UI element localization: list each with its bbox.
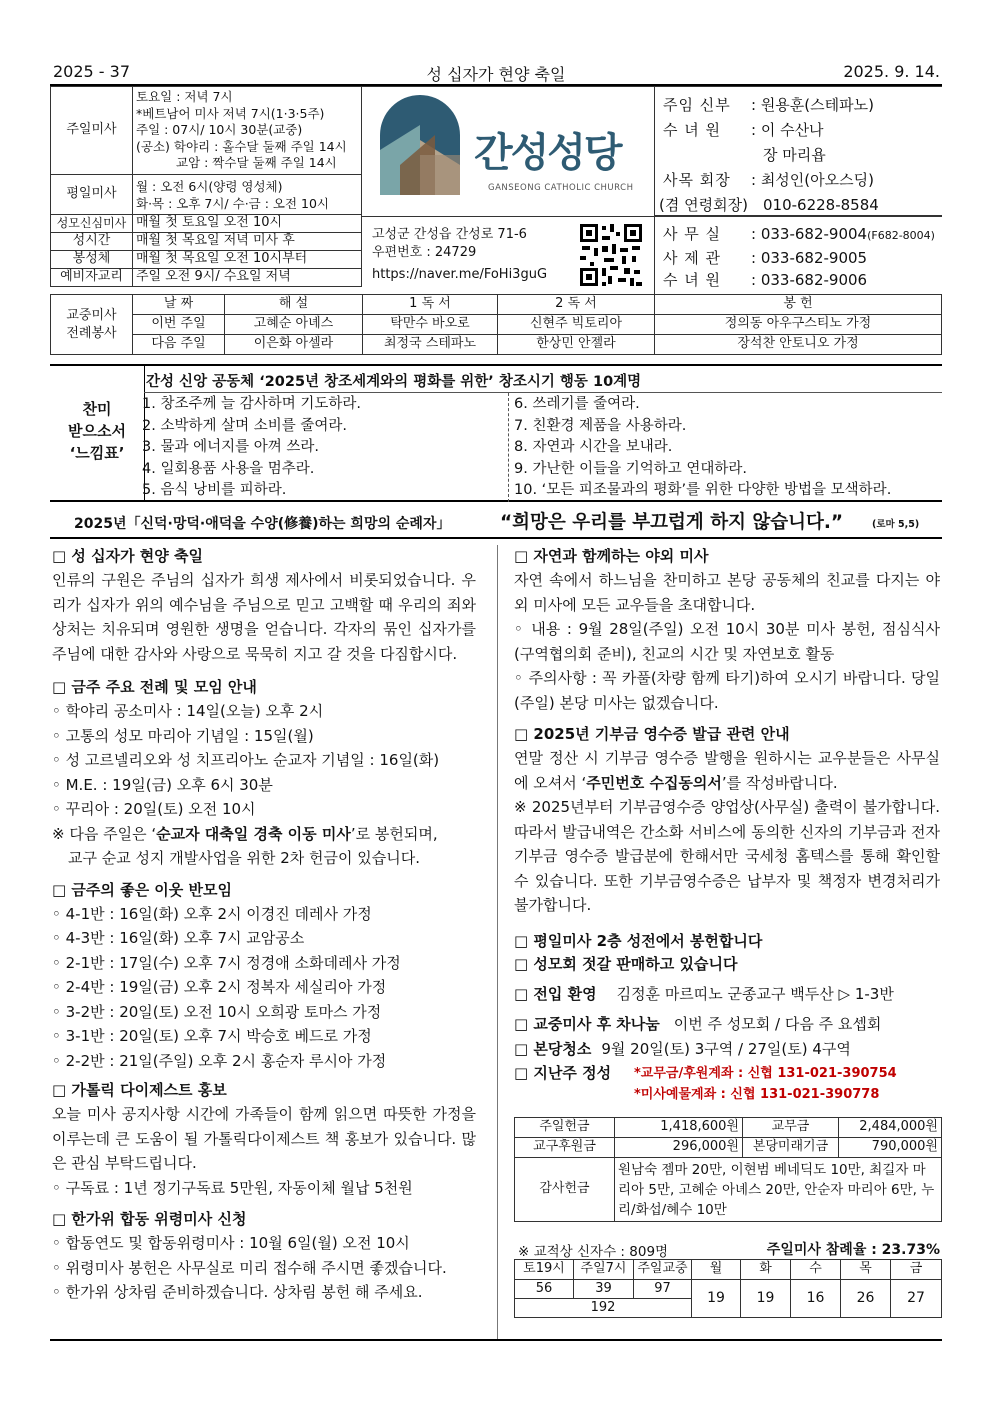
attendance-header: 수 bbox=[791, 1260, 841, 1280]
issue-date: 2025. 9. 14. bbox=[843, 62, 940, 81]
weekday-line: 화·목 : 오후 7시/ 수·금 : 오전 10시 bbox=[136, 195, 330, 211]
list-item: ◦ 꾸리아 : 20일(토) 오전 10시 bbox=[52, 800, 256, 818]
account-info: *미사예물계좌 : 신협 131-021-390778 bbox=[634, 1087, 880, 1102]
offering-value: 296,000원 bbox=[615, 1138, 743, 1158]
schedule-row-value: 매월 첫 토요일 오전 10시 bbox=[133, 215, 362, 233]
schedule-row-label: 성시간 bbox=[51, 233, 133, 251]
attendance-value: 19 bbox=[692, 1280, 741, 1318]
list-item: ◦ 한가위 상차림 준비하겠습니다. 상차림 봉헌 해 주세요. bbox=[52, 1283, 423, 1301]
attendance-header: 금 bbox=[891, 1260, 942, 1280]
weekday-line: 월 : 오전 6시(양령 영성체) bbox=[136, 178, 283, 194]
commandments-right: 6. 쓰레기를 줄여라. 7. 친환경 제품을 사용하라. 8. 자연과 시간을 보내라. 9. 가난한 이들을 기억하고 연대하라. 10. ‘모든 피조물과의 평화’를 위한 다양한 방법을 모색하라. bbox=[514, 396, 892, 498]
motto bbox=[50, 508, 942, 536]
right-column bbox=[514, 545, 940, 1105]
list-item: ◦ 2-4반 : 19일(금) 오후 2시 정복자 세실리아 가정 bbox=[52, 978, 387, 996]
address-box bbox=[362, 216, 654, 294]
liturgy-header: 해 설 bbox=[225, 295, 363, 315]
section-text: ◦ 주의사항 : 꼭 카풀(차량 함께 타기)하여 오시기 바랍니다. 당일(주일) 본당 미사는 없겠습니다. bbox=[514, 669, 940, 712]
schedule-table bbox=[50, 86, 362, 287]
attendance-value: 26 bbox=[841, 1280, 891, 1318]
motto-quote: “희망은 우리를 부끄럽게 하지 않습니다.” bbox=[500, 512, 844, 533]
attendance-header: 화 bbox=[741, 1260, 791, 1280]
staff-row: 수 녀 원 : 이 수산나 bbox=[663, 121, 824, 139]
address-line: 고성군 간성읍 간성로 71-6 bbox=[372, 227, 527, 242]
church-logo-icon bbox=[380, 95, 460, 195]
list-item: ◦ M.E. : 19일(금) 오후 6시 30분 bbox=[52, 775, 273, 794]
offering-label: 주일헌금 bbox=[515, 1118, 615, 1138]
section-title: □ 금주 주요 전례 및 모임 안내 bbox=[52, 678, 257, 696]
attendance-header: 토19시 bbox=[515, 1260, 574, 1280]
liturgy-cell: 탁만수 바오로 bbox=[363, 315, 498, 335]
liturgy-header: 2 독 서 bbox=[498, 295, 655, 315]
liturgy-cell: 한상민 안젤라 bbox=[498, 335, 655, 355]
motto-ref: (로마 5,5) bbox=[872, 519, 920, 530]
section-text: 연말 정산 시 기부금 영수증 발행을 원하시는 교우분들은 사무실에 오셔서 ‘주민번호 수집동의서’를 작성바랍니다. bbox=[514, 749, 940, 792]
section-text: 자연 속에서 하느님을 찬미하고 본당 공동체의 친교를 다지는 야외 미사에 모든 교우들을 초대합니다. bbox=[514, 571, 940, 614]
sunday-line: (공소) 학야리 : 홀수달 둘째 주일 14시 bbox=[136, 138, 347, 154]
schedule-row-value: 주일 오전 9시/ 수요일 저녁 bbox=[133, 269, 362, 287]
commandments-title: 간성 신앙 공동체 ‘2025년 창조세계와의 평화를 위한’ 창조시기 행동 10계명 bbox=[146, 374, 642, 390]
motto-text: 2025년「신덕·망덕·애덕을 수양(修養)하는 희망의 순례자」 bbox=[74, 516, 451, 532]
offering-value: 2,484,000원 bbox=[839, 1118, 942, 1138]
attendance-value: 16 bbox=[791, 1280, 841, 1318]
commandments-left: 1. 창조주께 늘 감사하며 기도하라. 2. 소박하게 살며 소비를 줄여라. 3. 물과 에너지를 아껴 쓰라. 4. 일회용품 사용을 멈추라. 5. 음식 낭비를 피하라. bbox=[142, 396, 361, 498]
offering-table bbox=[514, 1117, 942, 1222]
account-info: *교무금/후원계좌 : 신협 131-021-390754 bbox=[634, 1066, 897, 1081]
section-title: □ 한가위 합동 위령미사 신청 bbox=[52, 1210, 247, 1228]
liturgy-header: 봉 헌 bbox=[655, 295, 942, 315]
staff-row: 장 마리욥 bbox=[763, 146, 826, 164]
weekday-label: 평일미사 bbox=[51, 175, 133, 215]
section-text: ※ 2025년부터 기부금영수증 양업상(사무실) 출력이 불가합니다. 따라서 발급내역은 간소화 서비스에 동의한 신자의 기부금과 전자기부금 영수증 발급분에 한해서만 국세청 홈텍스를 통해 확인할 수 있습니다. 또한 기부금영수증은 납부자 및 책정자 변경처리가 불가합니다. bbox=[514, 798, 940, 914]
attendance-value: 97 bbox=[634, 1280, 692, 1299]
logo-subtitle: GANSEONG CATHOLIC CHURCH bbox=[488, 183, 634, 193]
liturgy-header: 날 짜 bbox=[133, 295, 225, 315]
liturgy-cell: 이번 주일 bbox=[133, 315, 225, 335]
attendance-value: 27 bbox=[891, 1280, 942, 1318]
schedule-row-value: 매월 첫 목요일 오전 10시부터 bbox=[133, 251, 362, 269]
liturgy-label: 교중미사 전례봉사 bbox=[51, 295, 133, 355]
notice: □ 본당청소 9월 20일(토) 3구역 / 27일(토) 4구역 bbox=[514, 1039, 851, 1058]
sunday-line: 토요일 : 저녁 7시 bbox=[136, 89, 233, 105]
section-text: 오늘 미사 공지사항 시간에 가족들이 함께 읽으면 따뜻한 가정을 이루는데 큰 도움이 될 가톨릭다이제스트 책 홍보가 있습니다. 많은 관심 부탁드립니다. bbox=[52, 1105, 476, 1172]
list-item: ◦ 성 고르넬리오와 성 치프리아노 순교자 기념일 : 16일(화) bbox=[52, 751, 440, 769]
logo-name: 간성성당 bbox=[474, 130, 621, 176]
attendance-header: 월 bbox=[692, 1260, 741, 1280]
left-column bbox=[52, 545, 476, 1305]
schedule-row-label: 봉성체 bbox=[51, 251, 133, 269]
liturgy-header: 1 독 서 bbox=[363, 295, 498, 315]
notice: □ 교중미사 후 차나눔 이번 주 성모회 / 다음 주 요셉회 bbox=[514, 1015, 882, 1033]
liturgy-cell: 고혜순 아녜스 bbox=[225, 315, 363, 335]
contact-row: 사 제 관 : 033-682-9005 bbox=[663, 249, 868, 267]
liturgy-cell: 신현주 빅토리아 bbox=[498, 315, 655, 335]
section-title: □ 성 십자가 현양 축일 bbox=[52, 547, 203, 565]
schedule-row-value: 매월 첫 목요일 저녁 미사 후 bbox=[133, 233, 362, 251]
hymn-side-label: 찬미 받으소서 ‘느낌표’ bbox=[68, 400, 126, 462]
contact-row: 수 녀 원 : 033-682-9006 bbox=[663, 271, 868, 289]
staff-box bbox=[654, 86, 942, 216]
attendance-table bbox=[514, 1259, 942, 1318]
attendance-header: 주일교중 bbox=[634, 1260, 692, 1280]
schedule-row-label: 성모신심미사 bbox=[51, 215, 133, 233]
list-item: ◦ 3-2반 : 20일(토) 오전 10시 오희광 토마스 가정 bbox=[52, 1002, 382, 1021]
list-item: ◦ 3-1반 : 20일(토) 오후 7시 박승호 베드로 가정 bbox=[52, 1027, 372, 1045]
contact-box bbox=[654, 216, 942, 294]
liturgy-table bbox=[50, 294, 942, 355]
commandments-box bbox=[50, 364, 942, 502]
members-count: ※ 교적상 신자수 : 809명 bbox=[518, 1244, 669, 1260]
liturgy-cell: 최정국 스테파노 bbox=[363, 335, 498, 355]
list-item: ◦ 2-1반 : 17일(수) 오후 7시 정경애 소화데레사 가정 bbox=[52, 953, 401, 972]
list-item: ◦ 2-2반 : 21일(주일) 오후 2시 홍순자 루시아 가정 bbox=[52, 1051, 387, 1070]
schedule-row-label: 예비자교리 bbox=[51, 269, 133, 287]
sunday-line: 교암 : 짝수달 둘째 주일 14시 bbox=[176, 155, 337, 171]
attendance-header: 주일7시 bbox=[574, 1260, 634, 1280]
liturgy-cell: 이은화 아셀라 bbox=[225, 335, 363, 355]
offering-label: 본당미래기금 bbox=[743, 1138, 839, 1158]
attendance-value: 19 bbox=[741, 1280, 791, 1318]
offering-label: 교무금 bbox=[743, 1118, 839, 1138]
notice: □ 성모회 젓갈 판매하고 있습니다 bbox=[514, 954, 738, 973]
note: 교구 순교 성지 개발사업을 위한 2차 헌금이 있습니다. bbox=[68, 849, 420, 867]
sunday-line: 주일 : 07시/ 10시 30분(교중) bbox=[136, 122, 303, 138]
notice: □ 평일미사 2층 성전에서 봉헌합니다 bbox=[514, 931, 763, 950]
section-title: □ 2025년 기부금 영수증 발급 관련 안내 bbox=[514, 725, 790, 743]
logo-box bbox=[362, 86, 654, 216]
issue-number: 2025 - 37 bbox=[53, 62, 131, 81]
section-title: □ 금주의 좋은 이웃 반모임 bbox=[52, 880, 232, 899]
note: ※ 다음 주일은 ‘순교자 대축일 경축 이동 미사’로 봉헌되며, bbox=[52, 824, 438, 843]
attendance-value: 56 bbox=[515, 1280, 574, 1299]
list-item: ◦ 위령미사 봉헌은 사무실로 미리 접수해 주시면 좋겠습니다. bbox=[52, 1258, 447, 1277]
list-item: ◦ 4-3반 : 16일(화) 오후 7시 교암공소 bbox=[52, 929, 305, 947]
attendance-rate: 주일미사 참례율 : 23.73% bbox=[766, 1242, 940, 1258]
section-title: □ 가톨릭 다이제스트 홍보 bbox=[52, 1081, 227, 1099]
list-item: ◦ 고통의 성모 마리아 기념일 : 15일(월) bbox=[52, 726, 314, 745]
liturgy-cell: 다음 주일 bbox=[133, 335, 225, 355]
section-title: □ 자연과 함께하는 야외 미사 bbox=[514, 547, 709, 565]
attendance-total: 192 bbox=[515, 1299, 692, 1318]
thanks-label: 감사헌금 bbox=[515, 1158, 615, 1222]
website-link[interactable]: https://naver.me/FoHi3guG bbox=[372, 267, 548, 282]
offering-label: 교구후원금 bbox=[515, 1138, 615, 1158]
section-text: 인류의 구원은 주님의 십자가 희생 제사에서 비롯되었습니다. 우리가 십자가 위의 예수님을 주님으로 믿고 고백할 때 우리의 죄와 상처는 치유되며 영원한 생명을 얻습니다. 각자의 묶인 십자가를 주님에 대한 감사와 사랑으로 묵묵히 지고 갈 것을 다짐합시다. bbox=[52, 571, 476, 663]
staff-row: (겸 연령회장) 010-6228-8584 bbox=[659, 196, 879, 214]
offering-value: 790,000원 bbox=[839, 1138, 942, 1158]
notice: □ 전입 환영 김정훈 마르띠노 군종교구 백두산 ▷ 1-3반 bbox=[514, 984, 894, 1003]
liturgy-cell: 장석찬 안토니오 가정 bbox=[655, 335, 942, 355]
list-item: ◦ 학야리 공소미사 : 14일(오늘) 오후 2시 bbox=[52, 702, 324, 720]
thanks-text: 원남숙 젬마 20만, 이현범 베네딕도 10만, 최길자 마리아 5만, 고혜순 아녜스 20만, 안순자 마리아 6만, 누리/화섭/혜수 10만 bbox=[615, 1158, 942, 1222]
offering-value: 1,418,600원 bbox=[615, 1118, 743, 1138]
qr-code-icon bbox=[578, 222, 644, 288]
postal-code: 우편번호 : 24729 bbox=[372, 245, 477, 260]
staff-row: 사목 회장 : 최성인(아오스딩) bbox=[663, 171, 874, 189]
liturgy-cell: 정의동 아우구스티노 가정 bbox=[655, 315, 942, 335]
list-item: ◦ 합동연도 및 합동위령미사 : 10월 6일(월) 오전 10시 bbox=[52, 1234, 410, 1252]
list-item: ◦ 구독료 : 1년 정기구독료 5만원, 자동이체 월납 5천원 bbox=[52, 1178, 413, 1197]
sunday-label: 주일미사 bbox=[51, 87, 133, 175]
notice: □ 지난주 정성 *교무금/후원계좌 : 신협 131-021-390754 bbox=[514, 1061, 940, 1085]
attendance-header: 목 bbox=[841, 1260, 891, 1280]
list-item: ◦ 4-1반 : 16일(화) 오후 2시 이경진 데레사 가정 bbox=[52, 904, 372, 923]
attendance-value: 39 bbox=[574, 1280, 634, 1299]
page-title: 성 십자가 현양 축일 bbox=[426, 65, 566, 84]
section-text: ◦ 내용 : 9월 28일(주일) 오전 10시 30분 미사 봉헌, 점심식사(구역협의회 준비), 친교의 시간 및 자연보호 활동 bbox=[514, 620, 940, 663]
contact-row: 사 무 실 : 033-682-9004(F682-8004) bbox=[663, 225, 935, 243]
staff-row: 주임 신부 : 원용훈(스테파노) bbox=[663, 96, 874, 114]
sunday-line: *베트남어 미사 저녁 7시(1·3·5주) bbox=[136, 105, 325, 121]
